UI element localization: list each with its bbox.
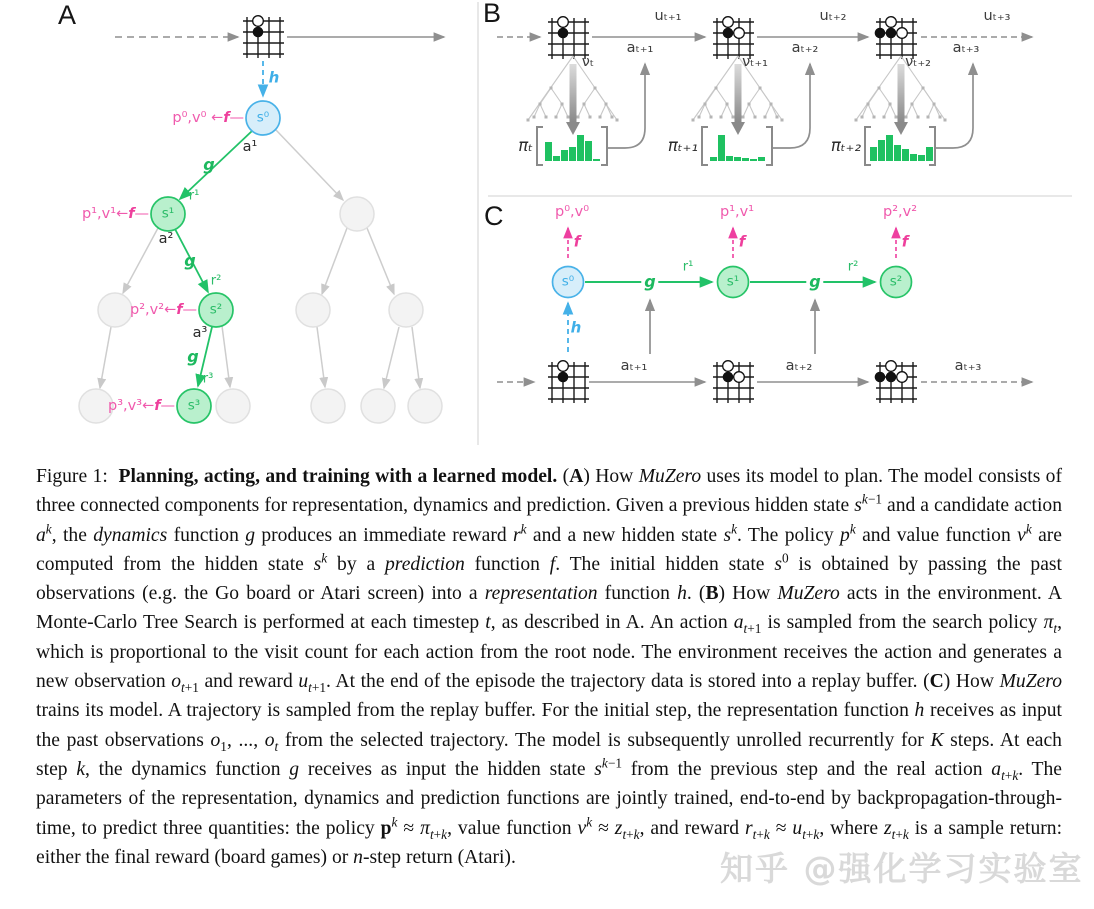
reward-label-u2: uₜ₊₂	[819, 7, 847, 24]
value-label-v2: νₜ₊₁	[742, 53, 768, 70]
action-label-a3: a³	[192, 324, 208, 341]
state-label-s2: s²	[889, 273, 903, 290]
reward-label-r3: r³	[202, 371, 214, 387]
value-label-v1: νₜ	[581, 53, 595, 70]
prediction-fn-label: f	[901, 232, 909, 251]
go-board-icon	[548, 361, 589, 403]
state-label-s0: s⁰	[256, 109, 270, 126]
action-label-at2: aₜ₊₂	[785, 357, 813, 374]
reward-label-u3: uₜ₊₃	[983, 7, 1011, 24]
action-label-at1: aₜ₊₁	[626, 39, 654, 56]
policy-histogram-1	[545, 134, 600, 161]
dynamics-fn-label: g	[184, 251, 196, 270]
dynamics-fn-label: g	[203, 155, 215, 174]
policy-value-label-1: p¹,v¹	[719, 203, 755, 220]
panel-c-letter: C	[484, 201, 504, 231]
policy-histogram-2	[710, 134, 765, 161]
figure-caption: Figure 1: Planning, acting, and training with a learned model. (A) How MuZero uses its model to plan. The model consists of three connected components for representation, dynamics and prediction. Given a previous hidden state $s^{k-1}$ and a candidate action $a^k$, the dynamics function g produces an immediate reward $r^k$ and a new hidden state $s^k$. The policy $p^k$ and value function $v^k$ are computed from the hidden state $s^k$ by a prediction function f. The initial hidden state $s^0$ is obtained by passing the past observations (e.g. the Go board or Atari screen) into a representation function h. (B) How MuZero acts in the environment. A Monte-Carlo Tree Search is performed at each timestep t, as described in A. An action $a_{t+1}$ is sampled from the search policy $\pi_t$, which is proportional to the visit count for each action from the root node. The environment receives the action and generates a new observation $o_{t+1}$ and reward $u_{t+1}$. At the end of the episode the trajectory data is stored into a replay buffer. (C) How MuZero trains its model. A trajectory is sampled from the replay buffer. For the initial step, the representation function h receives as input the past observations $o_1$, ..., $o_t$ from the selected trajectory. The model is subsequently unrolled recurrently for K steps. At each step k, the dynamics function g receives as input the hidden state $s^{k-1}$ from the previous step and the real action $a_{t+k}$. The parameters of the representation, dynamics and prediction functions are jointly trained, end-to-end by backpropagation-through-time, to predict three quantities: the policy $p^k \approx \pi_{t+k}$, value function $v^k \approx z_{t+k}$, and reward $r_{t+k} \approx u_{t+k}$, where $z_{t+k}$ is a sample return: either the final reward (board games) or n-step return (Atari).	[36, 466, 1063, 868]
reward-label-r1: r¹	[682, 259, 694, 275]
action-label-a2: a²	[158, 230, 174, 247]
go-board-icon	[548, 17, 589, 59]
representation-fn-label: h	[570, 318, 582, 337]
policy-label-pi3: πₜ₊₂	[830, 135, 861, 155]
reward-label-r2: r²	[847, 259, 859, 275]
state-label-s3: s³	[187, 397, 201, 414]
policy-value-label-0: p⁰,v⁰	[554, 203, 590, 220]
dynamics-fn-label: g	[806, 274, 823, 290]
action-label-at3: aₜ₊₃	[952, 39, 980, 56]
reward-label-r1: r¹	[188, 188, 200, 204]
prediction-arrows	[568, 228, 896, 258]
reward-label-u1: uₜ₊₁	[654, 7, 682, 24]
policy-value-label-2: p²,v²	[882, 203, 918, 220]
state-label-s2: s²	[209, 301, 223, 318]
watermark: 知乎 @强化学习实验室	[720, 849, 1084, 888]
panel-a-letter: A	[58, 0, 77, 30]
policy-value-label-0: p⁰,v⁰ ←f—	[172, 109, 244, 126]
action-label-a1: a¹	[242, 138, 258, 155]
state-label-s1: s¹	[161, 205, 175, 222]
dynamics-fn-label: g	[641, 274, 658, 290]
bracket-left	[701, 126, 708, 166]
value-label-v3: νₜ₊₂	[905, 53, 931, 70]
action-input-arrows	[650, 300, 815, 354]
panel-b-letter: B	[483, 0, 502, 28]
policy-value-label-3: p³,v³←f—	[108, 397, 175, 414]
panel-c-graphics	[497, 228, 1032, 403]
go-board-icon	[875, 361, 917, 403]
policy-label-pi2: πₜ₊₁	[667, 135, 698, 155]
go-board-icon	[713, 361, 754, 403]
mcts-tree-icon	[527, 53, 619, 135]
action-label-at3: aₜ₊₃	[954, 357, 982, 374]
prediction-fn-label: f	[738, 232, 746, 251]
policy-label-pi1: πₜ	[518, 135, 533, 155]
dynamics-fn-label: g	[187, 347, 199, 366]
representation-fn-label: h	[268, 68, 280, 87]
prediction-fn-label: f	[573, 232, 581, 251]
state-label-s0: s⁰	[561, 273, 575, 290]
mcts-tree-icon	[692, 53, 784, 135]
policy-histogram-3	[870, 134, 933, 161]
bracket-right	[766, 126, 773, 166]
policy-value-label-2: p²,v²←f—	[130, 301, 197, 318]
policy-value-label-1: p¹,v¹←f—	[82, 205, 149, 222]
go-board-icon	[243, 16, 284, 58]
bracket-left	[536, 126, 543, 166]
go-board-icon	[875, 17, 917, 59]
reward-label-r2: r²	[210, 273, 222, 289]
state-label-s1: s¹	[726, 273, 740, 290]
mcts-tree-icon	[855, 53, 947, 135]
panel-b-graphics	[497, 17, 1032, 148]
action-label-at1: aₜ₊₁	[620, 357, 648, 374]
action-label-at2: aₜ₊₂	[791, 39, 819, 56]
bracket-right	[601, 126, 608, 166]
go-board-icon	[713, 17, 754, 59]
